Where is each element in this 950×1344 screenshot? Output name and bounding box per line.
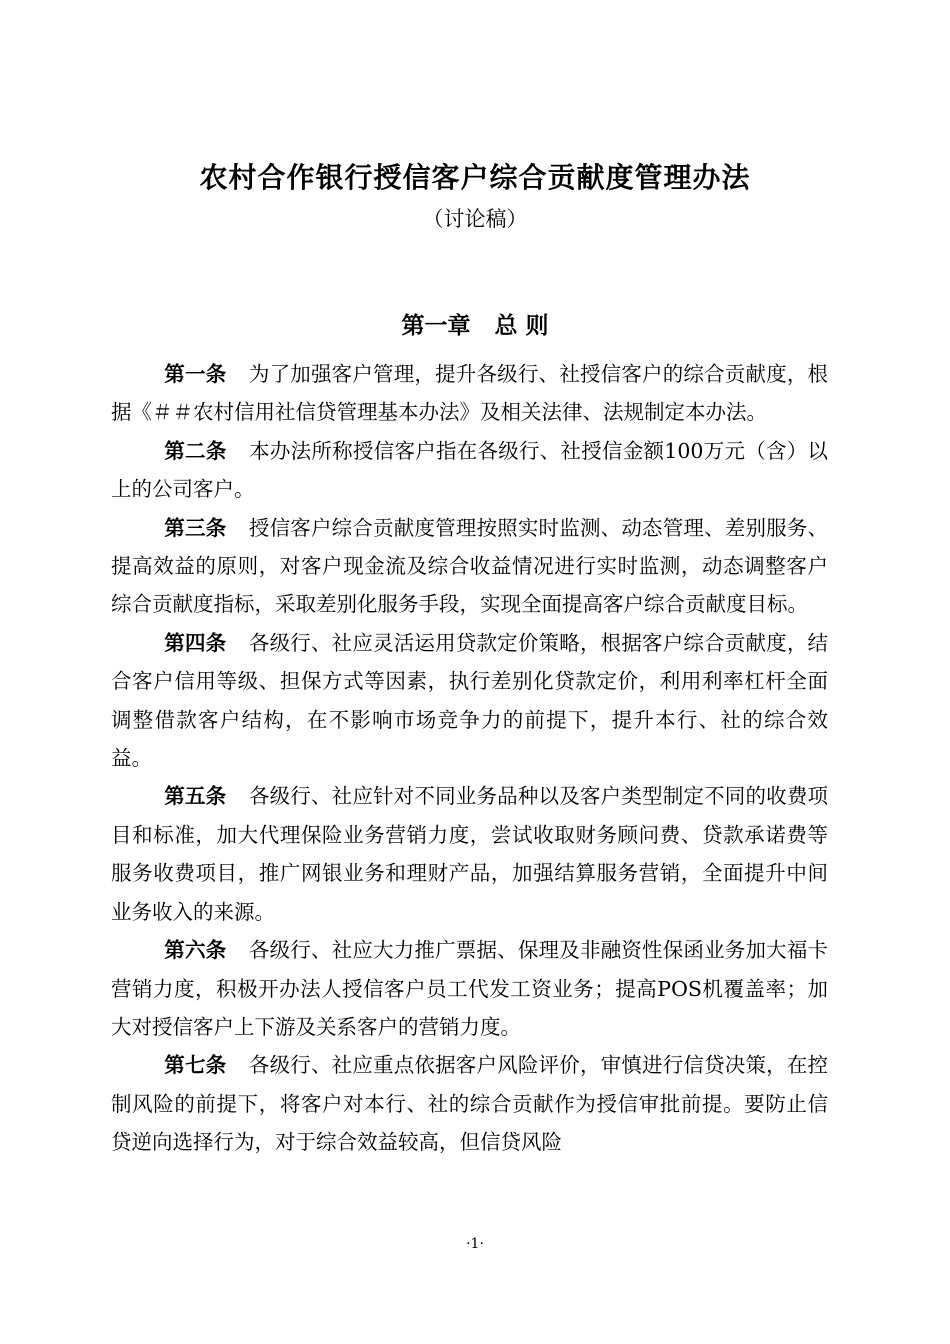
article-label: 第一条	[164, 362, 227, 386]
document-title: 农村合作银行授信客户综合贡献度管理办法	[199, 161, 751, 194]
article-text: 各级行、社应大力推广票据、保理及非融资性保函业务加大福卡营销力度，积极开办法人授信客户员工代发工资业务；提高POS机覆盖率；加大对授信客户上下游及关系客户的营销力度。	[111, 938, 829, 1039]
article-label: 第四条	[164, 630, 227, 655]
article-text: 各级行、社应灵活运用贷款定价策略，根据客户综合贡献度，结合客户信用等级、担保方式等因素，执行差别化贷款定价，利用利率杠杆全面调整借款客户结构，在不影响市场竞争力的前提下，提升本行、社的综合效益。	[111, 630, 829, 771]
document-body	[111, 355, 828, 1162]
article-text: 本办法所称授信客户指在各级行、社授信金额100万元（含）以上的公司客户。	[111, 438, 828, 502]
article-label: 第七条	[164, 1053, 227, 1078]
article-4	[111, 624, 828, 778]
article-6	[111, 931, 828, 1046]
article-1	[111, 355, 828, 432]
chapter-heading: 第一章 总 则	[401, 313, 549, 339]
article-label: 第五条	[164, 784, 227, 809]
article-3	[111, 509, 828, 624]
page-number: ·1·	[466, 1236, 484, 1252]
article-7	[111, 1046, 828, 1161]
article-text: 各级行、社应重点依据客户风险评价，审慎进行信贷决策，在控制风险的前提下，将客户对本行、社的综合贡献作为授信审批前提。要防止信贷逆向选择行为，对于综合效益较高，但信贷风险	[111, 1053, 829, 1155]
article-text: 为了加强客户管理，提升各级行、社授信客户的综合贡献度，根据《＃＃农村信用社信贷管理基本办法》及相关法律、法规制定本办法。	[111, 362, 829, 425]
article-2	[111, 432, 828, 509]
article-text: 各级行、社应针对不同业务品种以及客户类型制定不同的收费项目和标准，加大代理保险业务营销力度，尝试收取财务顾问费、贷款承诺费等服务收费项目，推广网银业务和理财产品，加强结算服务营销，全面提升中间业务收入的来源。	[111, 784, 829, 924]
article-label: 第三条	[164, 515, 227, 540]
article-5	[111, 777, 828, 931]
document-subtitle: （讨论稿）	[422, 207, 528, 231]
article-label: 第二条	[164, 438, 227, 463]
article-text: 授信客户综合贡献度管理按照实时监测、动态管理、差别服务、提高效益的原则，对客户现金流及综合收益情况进行实时监测，动态调整客户综合贡献度指标，采取差别化服务手段，实现全面提高客户综合贡献度目标。	[111, 515, 829, 617]
article-label: 第六条	[164, 938, 227, 963]
